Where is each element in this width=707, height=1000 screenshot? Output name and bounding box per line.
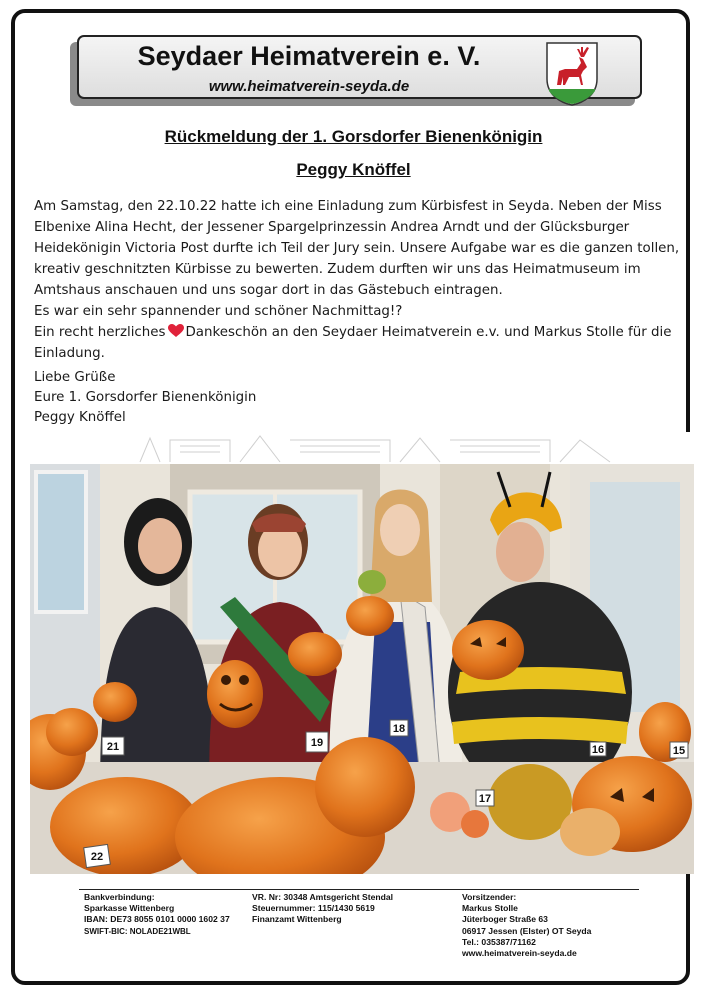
club-title: Seydaer Heimatverein e. V. xyxy=(137,41,481,71)
main-paragraph: Am Samstag, den 22.10.22 hatte ich eine Einladung zum Kürbisfest in Seyda. Neben der Miss Elbenixe Alina Hecht, der Jessener Spargelprinzessin Andrea Arndt und der Glücksburger Heidekönigin Victoria Post durfte ich Teil der Jury sein. Unsere Aufgabe war es die ganzen tollen, kreativ geschnitzten Kürbisse zu bewerten. Zudem durften wir uns das Heimatmuseum im Amtshaus anschauen und uns sogar dort in das Gästebuch eintragen. xyxy=(34,199,680,298)
number-card xyxy=(476,790,494,806)
footer-register xyxy=(252,892,393,926)
chair-name: Markus Stolle xyxy=(462,903,518,914)
number-card-label: 19 xyxy=(310,737,324,749)
chair-phone: Tel.: 035387/71162 xyxy=(462,936,536,947)
footer-chair xyxy=(462,892,591,959)
register-office: Finanzamt Wittenberg xyxy=(252,914,342,925)
number-card xyxy=(102,737,124,755)
number-card xyxy=(306,732,328,752)
photo-illustration xyxy=(30,432,694,874)
chair-city: 06917 Jessen (Elster) OT Seyda xyxy=(462,925,592,936)
article-heading-line1: Rückmeldung der 1. Gorsdorfer Bienenkönigin xyxy=(164,127,543,146)
signature-line1: Eure 1. Gorsdorfer Bienenkönigin xyxy=(34,390,257,405)
exclamation-line: Es war ein sehr spannender und schöner Nachmittag!? xyxy=(34,304,403,319)
number-card-label: 22 xyxy=(90,851,104,863)
chair-web: www.heimatverein-seyda.de xyxy=(462,948,577,959)
number-card-label: 17 xyxy=(478,793,492,805)
bank-iban: IBAN: DE73 8055 0101 0000 1602 37 xyxy=(84,914,230,925)
heart-icon xyxy=(168,324,184,338)
greeting: Liebe Grüße xyxy=(34,370,116,385)
number-card xyxy=(390,720,408,736)
thanks-after: Dankeschön an den Seydaer Heimatverein e.v. und Markus Stolle für die Einladung. xyxy=(34,325,672,361)
number-card-label: 18 xyxy=(392,723,406,735)
thanks-paragraph xyxy=(34,322,686,364)
footer-bank xyxy=(84,892,230,937)
bank-swift: SWIFT-BIC: NOLADE21WBL xyxy=(84,926,191,936)
footer-divider xyxy=(79,889,639,890)
article-heading-line2: Peggy Knöffel xyxy=(296,160,411,179)
coat-of-arms-icon xyxy=(543,39,601,107)
number-card xyxy=(670,742,688,758)
number-card xyxy=(84,844,111,867)
thanks-before: Ein recht herzliches xyxy=(34,325,166,340)
register-vr: VR. Nr: 30348 Amtsgericht Stendal xyxy=(252,892,394,902)
number-card-label: 15 xyxy=(672,745,686,757)
chair-label: Vorsitzender: xyxy=(462,892,517,902)
number-card-label: 21 xyxy=(106,741,120,753)
club-website: www.heimatverein-seyda.de xyxy=(208,78,410,95)
number-card-label: 16 xyxy=(591,744,605,756)
jury-photo xyxy=(30,432,694,874)
chair-street: Jüterboger Straße 63 xyxy=(462,914,548,925)
register-tax: Steuernummer: 115/1430 5619 xyxy=(252,903,375,914)
bank-name: Sparkasse Wittenberg xyxy=(84,903,175,914)
number-card xyxy=(590,742,606,756)
letterhead xyxy=(77,35,642,99)
article-body xyxy=(34,196,686,364)
signoff xyxy=(34,368,434,428)
signature-line2: Peggy Knöffel xyxy=(34,410,126,425)
bank-label: Bankverbindung: xyxy=(84,892,155,902)
